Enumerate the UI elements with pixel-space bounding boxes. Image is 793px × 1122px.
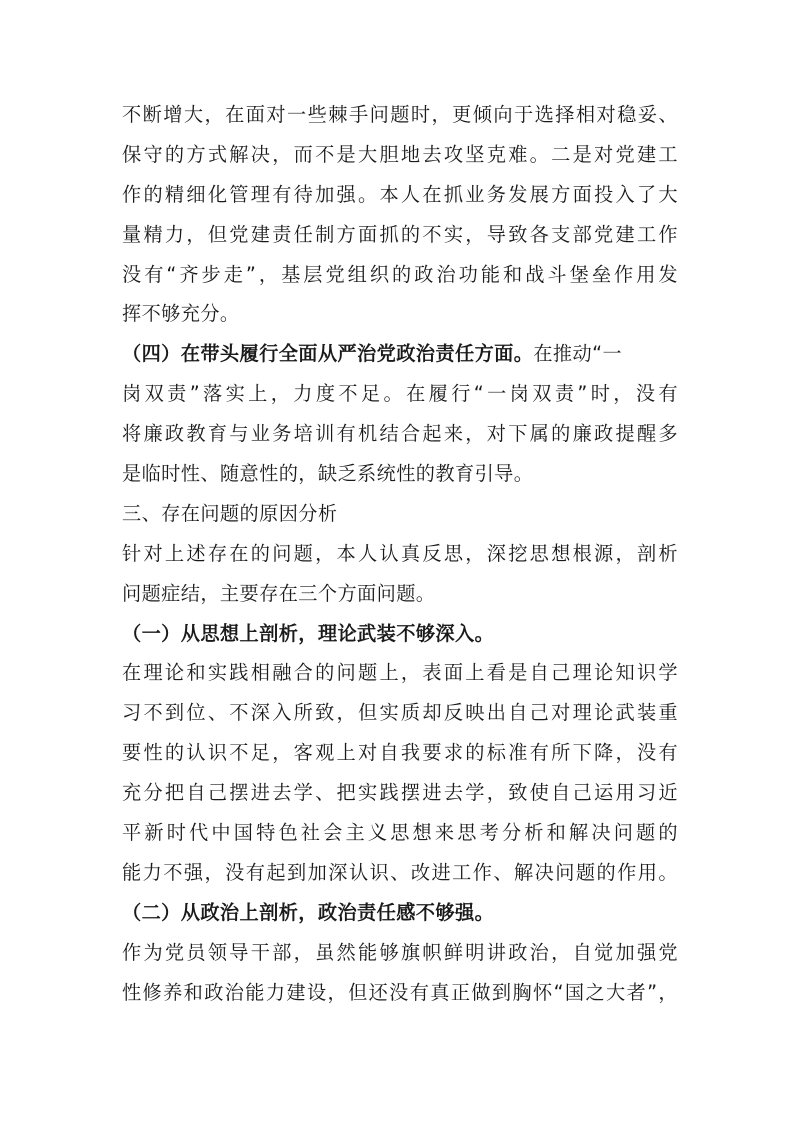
paragraph-line: 保守的方式解决，而不是大胆地去攻坚克难。二是对党建工 [122,142,678,166]
paragraph-line: 挥不够充分。 [122,302,240,326]
paragraph-line: 问题症结，主要存在三个方面问题。 [122,581,436,605]
section-four-heading: （四）在带头履行全面从严治党政治责任方面。 [122,342,534,366]
paragraph-line: 量精力，但党建责任制方面抓的不实，导致各支部党建工作 [122,222,678,246]
paragraph-line: 不断增大，在面对一些棘手问题时，更倾向于选择相对稳妥、 [122,103,678,126]
paragraph-line: 没有“齐步走”，基层党组织的政治功能和战斗堡垒作用发 [122,262,678,286]
paragraph-line: 针对上述存在的问题，本人认真反思，深挖思想根源，剖析 [122,541,678,565]
paragraph-line: 平新时代中国特色社会主义思想来思考分析和解决问题的 [122,821,678,845]
paragraph-line: 作为党员领导干部，虽然能够旗帜鲜明讲政治，自觉加强党 [122,940,678,964]
paragraph-line: 要性的认识不足，客观上对自我要求的标准有所下降，没有 [122,741,678,765]
paragraph-line: 将廉政教育与业务培训有机结合起来，对下属的廉政提醒多 [122,422,678,446]
paragraph-line: 习不到位、不深入所致，但实质却反映出自己对理论武装重 [122,701,678,725]
paragraph-line: 是临时性、随意性的，缺乏系统性的教育引导。 [122,462,534,486]
section-four-first-line [122,334,678,374]
paragraph-line: 能力不强，没有起到加深认识、改进工作、解决问题的作用。 [122,860,678,884]
paragraph-line: 岗双责”落实上，力度不足。在履行“一岗双责”时，没有 [122,382,678,406]
part-three-title: 三、存在问题的原因分析 [122,501,338,525]
subsection-two-heading: （二）从政治上剖析，政治责任感不够强。 [122,900,495,924]
paragraph-line: 在理论和实践相融合的问题上，表面上看是自己理论知识学 [122,661,678,685]
paragraph-line: 充分把自己摆进去学、把实践摆进去学，致使自己运用习近 [122,781,678,805]
subsection-one-heading: （一）从思想上剖析，理论武装不够深入。 [122,621,495,645]
section-four-first-line-text: 在推动“一 [533,342,623,366]
paragraph-line: 性修养和政治能力建设，但还没有真正做到胸怀“国之大者”， [122,980,678,1004]
paragraph-line: 作的精细化管理有待加强。本人在抓业务发展方面投入了大 [122,182,678,206]
document-body [122,95,678,1012]
